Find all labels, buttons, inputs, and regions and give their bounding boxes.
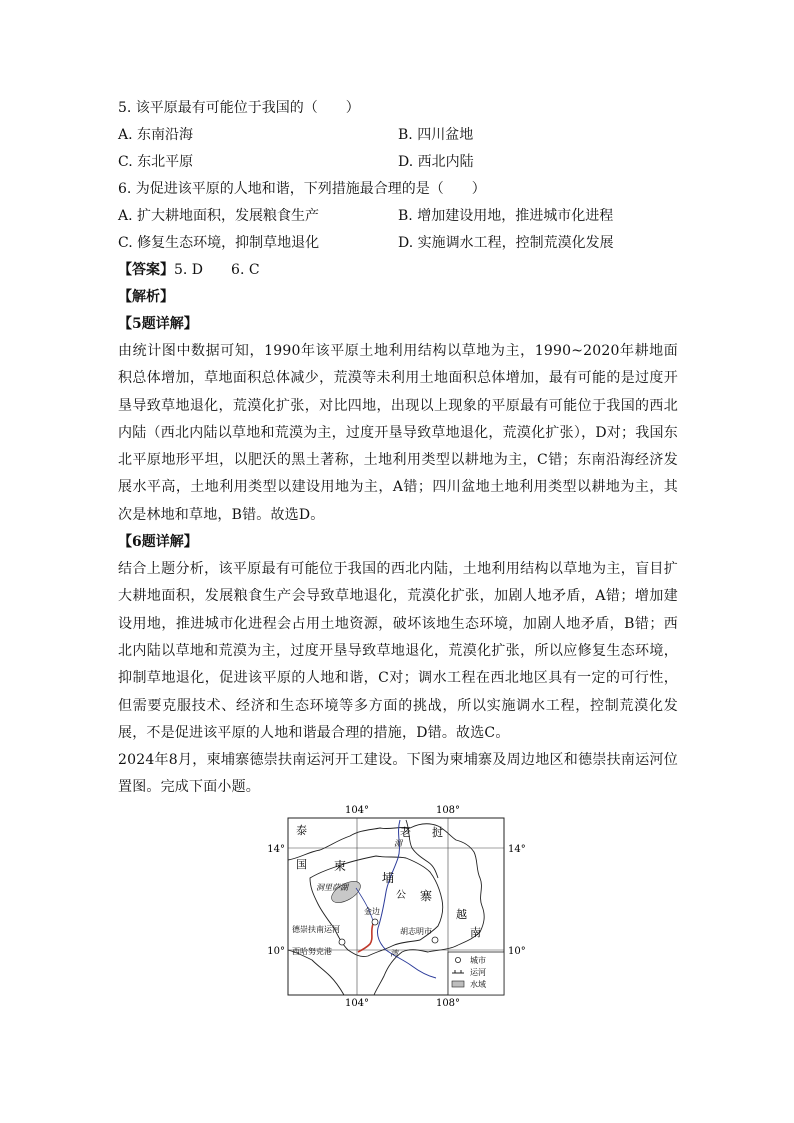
detail5-label: 【5题详解】 <box>118 316 198 332</box>
label-vietnam-2: 南 <box>470 926 481 939</box>
lon-108-bottom: 108° <box>435 998 461 1009</box>
detail6-label: 【6题详解】 <box>118 534 198 551</box>
legend-canal-label: 运河 <box>470 968 486 977</box>
label-phnom-penh: 金边 <box>364 907 380 916</box>
analysis-label: 【解析】 <box>118 289 174 305</box>
answer-line <box>118 257 678 284</box>
answer-label: 【答案】 <box>118 262 174 278</box>
label-laos-1: 老 <box>400 826 411 839</box>
label-hcmc: 胡志明市 <box>400 927 432 936</box>
q5-option-a: A. 东南沿海 <box>118 127 194 143</box>
cambodia-canal-map <box>260 800 530 1010</box>
label-cambodia-3: 寨 <box>420 889 433 903</box>
label-tonle-sap: 洞里萨湖 <box>316 883 348 892</box>
detail5-text: 由统计图中数据可知，1990年该平原土地利用结构以草地为主，1990~2020年耕地面积总体增加，草地面积总体减少，荒漠等未利用土地面积总体增加，最有可能的是过度开垦导致草地退化，荒漠化扩张，对比四地，出现以上现象的平原最有可能位于我国的西北内陆（西北内陆以草地和荒漠为主，过度开垦导致草地退化，荒漠化扩张），D对；我国东北平原地形平坦，以肥沃的黑土著称，土地利用类型以耕地为主，C错；东南沿海经济发展水平高，土地利用类型以建设用地为主，A错；四川盆地土地利用类型以耕地为主，其次是林地和草地，B错。故选D。 <box>118 343 678 523</box>
legend-city-label: 城市 <box>470 956 486 965</box>
q6-option-a: A. 扩大耕地面积，发展粮食生产 <box>118 208 320 224</box>
label-mekong-2: 公 <box>396 890 406 901</box>
hcmc-marker <box>432 937 438 943</box>
q6-stem: 6. 为促进该平原的人地和谐，下列措施最合理的是（ ） <box>118 181 486 197</box>
lon-104-top: 104° <box>344 805 370 816</box>
lat-10-right: 10° <box>508 946 526 957</box>
label-sihanoukville: 西哈努克港 <box>292 947 332 956</box>
label-cambodia-2: 埔 <box>382 871 395 885</box>
label-cambodia-1: 柬 <box>334 859 347 873</box>
label-thailand-1: 泰 <box>296 824 307 837</box>
lat-14-left: 14° <box>267 844 285 855</box>
lon-108-top: 108° <box>435 805 461 816</box>
document-page <box>118 95 678 802</box>
label-vietnam-1: 越 <box>456 908 467 921</box>
label-canal: 德崇扶南运河 <box>292 925 340 934</box>
q5-option-d: D. 西北内陆 <box>398 154 474 170</box>
q6-option-d: D. 实施调水工程，控制荒漠化发展 <box>398 235 614 251</box>
q6-options-row-2 <box>118 230 678 257</box>
q5-option-c: C. 东北平原 <box>118 154 194 170</box>
legend-city-icon <box>455 957 460 962</box>
q6-option-b: B. 增加建设用地，推进城市化进程 <box>398 208 614 224</box>
q6-option-c: C. 修复生态环境，抑制草地退化 <box>118 235 320 251</box>
label-mekong: 湄 <box>394 839 402 848</box>
detail6-text: 结合上题分析，该平原最有可能位于我国的西北内陆，土地利用结构以草地为主，盲目扩大耕地面积，发展粮食生产会导致草地退化，荒漠化扩张，加剧人地矛盾，A错；增加建设用地，推进城市化进程会占用土地资源，破坏该地生态环境，加剧人地矛盾，B错；西北内陆以草地和荒漠为主，过度开垦导致草地退化，荒漠化扩张，所以应修复生态环境，抑制草地退化，促进该平原的人地和谐，C对；调水工程在西北地区具有一定的可行性，但需要克服技术、经济和生态环境等多方面的挑战，所以实施调水工程，控制荒漠化发展，不是促进该平原的人地和谐最合理的措施，D错。故选C。 <box>118 561 678 741</box>
label-thailand-2: 国 <box>296 858 307 871</box>
q5-options-row-1 <box>118 122 678 149</box>
intro-text: 2024年8月，柬埔寨德崇扶南运河开工建设。下图为柬埔寨及周边地区和德崇扶南运河位置图。完成下面小题。 <box>118 752 678 796</box>
lon-104-bottom: 104° <box>344 998 370 1009</box>
phnom-penh-marker <box>372 919 378 925</box>
lat-14-right: 14° <box>508 844 526 855</box>
label-laos-2: 挝 <box>432 826 443 839</box>
q5-stem: 5. 该平原最有可能位于我国的（ ） <box>118 100 360 116</box>
q6-options-row-1 <box>118 203 678 230</box>
lat-10-left: 10° <box>267 946 285 957</box>
sihanoukville-marker <box>339 939 345 945</box>
legend-water-label: 水域 <box>470 980 486 989</box>
answer-text: 5. D 6. C <box>174 262 260 278</box>
label-gulf: 湾 <box>390 949 398 958</box>
legend-water-icon <box>452 981 464 987</box>
q5-option-b: B. 四川盆地 <box>398 127 474 143</box>
map-svg <box>260 800 530 1010</box>
q5-options-row-2 <box>118 149 678 176</box>
